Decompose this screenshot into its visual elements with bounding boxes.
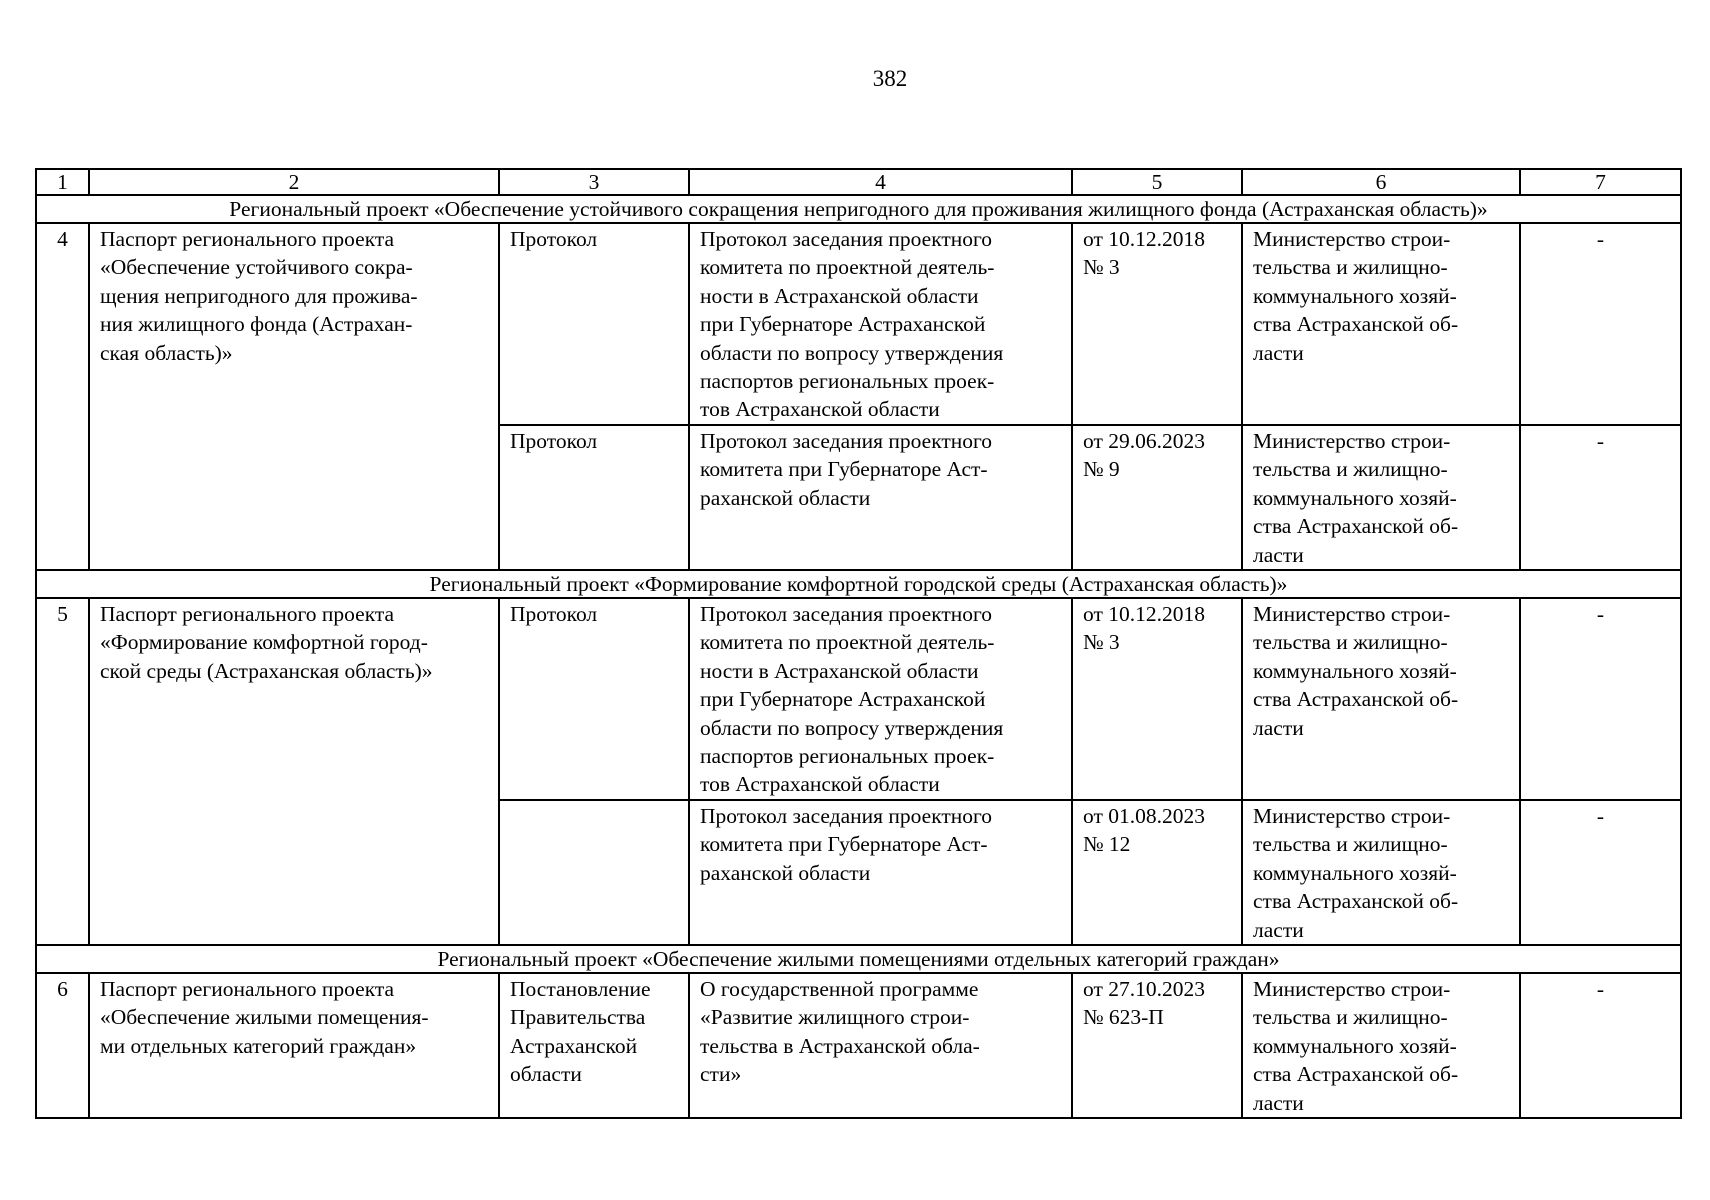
text-line: раханской области: [700, 860, 871, 885]
text-line: Министерство строи-: [1253, 429, 1451, 453]
text-line: комитета при Губернаторе Аст-: [700, 457, 988, 482]
row-number: 4: [36, 223, 89, 570]
text-line: тельства в Астраханской обла-: [700, 1033, 980, 1058]
text-line: коммунального хозяй-: [1253, 485, 1457, 510]
document-type: [499, 973, 689, 1118]
text-line: коммунального хозяй-: [1253, 1033, 1457, 1058]
row-number: 5: [36, 598, 89, 945]
text-line: Министерство строи-: [1253, 602, 1451, 627]
text-line: от 10.12.2018: [1083, 227, 1205, 251]
document-date-number: [1072, 425, 1242, 570]
passport-name: [89, 598, 499, 945]
text-line: «Развитие жилищного строи-: [700, 1005, 970, 1030]
text-line: ласти: [1253, 715, 1304, 740]
text-line: «Обеспечение жилыми помещения-: [100, 1005, 429, 1030]
column-header: 1: [36, 169, 89, 195]
text-line: тельства и жилищно-: [1253, 255, 1448, 280]
table-body: [36, 169, 1681, 1118]
text-line: Министерство строи-: [1253, 977, 1451, 1002]
text-line: № 12: [1083, 832, 1131, 857]
table-row: [36, 598, 1681, 800]
text-line: Протокол заседания проектного: [700, 804, 993, 829]
text-line: № 9: [1083, 457, 1120, 482]
document-title: [689, 598, 1072, 800]
text-line: Правительства: [510, 1005, 646, 1030]
text-line: от 29.06.2023: [1083, 429, 1205, 453]
document-date-number: [1072, 598, 1242, 800]
column-header: 3: [499, 169, 689, 195]
text-line: Протокол заседания проектного: [700, 227, 993, 251]
text-line: от 01.08.2023: [1083, 804, 1205, 829]
text-line: тов Астраханской области: [700, 397, 940, 422]
text-line: тов Астраханской области: [700, 772, 940, 797]
text-line: ства Астраханской об-: [1253, 889, 1459, 914]
note: -: [1520, 425, 1681, 570]
text-line: ской среды (Астраханская область)»: [100, 658, 433, 683]
text-line: ства Астраханской об-: [1253, 514, 1459, 539]
text-line: ласти: [1253, 917, 1304, 942]
column-header: 7: [1520, 169, 1681, 195]
document-type: [499, 223, 689, 425]
text-line: области по вопросу утверждения: [700, 340, 1004, 365]
text-line: паспортов региональных проек-: [700, 744, 995, 769]
text-line: ласти: [1253, 542, 1304, 567]
section-title: Региональный проект «Обеспечение устойчивого сокращения непригодного для проживания жилищного фонда (Астраханская область)»: [36, 195, 1681, 223]
section-title: Региональный проект «Обеспечение жилыми помещениями отдельных категорий граждан»: [36, 945, 1681, 973]
text-line: ласти: [1253, 340, 1304, 365]
note: -: [1520, 973, 1681, 1118]
text-line: коммунального хозяй-: [1253, 283, 1457, 308]
text-line: Протокол заседания проектного: [700, 602, 993, 627]
text-line: ности в Астраханской области: [700, 283, 979, 308]
text-line: № 3: [1083, 255, 1120, 280]
text-line: тельства и жилищно-: [1253, 832, 1448, 857]
text-line: тельства и жилищно-: [1253, 1005, 1448, 1030]
registry-table: [35, 168, 1682, 1119]
text-line: от 10.12.2018: [1083, 602, 1205, 627]
text-line: тельства и жилищно-: [1253, 630, 1448, 655]
passport-name: [89, 973, 499, 1118]
document-title: [689, 800, 1072, 945]
document-date-number: [1072, 223, 1242, 425]
text-line: комитета по проектной деятель-: [700, 630, 995, 655]
document-date-number: [1072, 973, 1242, 1118]
text-line: коммунального хозяй-: [1253, 860, 1457, 885]
column-header: 4: [689, 169, 1072, 195]
text-line: № 3: [1083, 630, 1120, 655]
text-line: Астраханской: [510, 1033, 638, 1058]
text-line: от 27.10.2023: [1083, 977, 1205, 1002]
text-line: коммунального хозяй-: [1253, 658, 1457, 683]
text-line: тельства и жилищно-: [1253, 457, 1448, 482]
note: -: [1520, 598, 1681, 800]
responsible-body: [1242, 598, 1520, 800]
column-header: 2: [89, 169, 499, 195]
row-number: 6: [36, 973, 89, 1118]
note: -: [1520, 223, 1681, 425]
text-line: области по вопросу утверждения: [700, 715, 1004, 740]
text-line: паспортов региональных проек-: [700, 369, 995, 394]
text-line: О государственной программе: [700, 977, 979, 1002]
text-line: при Губернаторе Астраханской: [700, 687, 986, 712]
text-line: раханской области: [700, 485, 871, 510]
text-line: Министерство строи-: [1253, 804, 1451, 829]
document-title: [689, 425, 1072, 570]
table-row: [36, 223, 1681, 425]
column-header: 6: [1242, 169, 1520, 195]
text-line: при Губернаторе Астраханской: [700, 312, 986, 337]
document-type: [499, 800, 689, 945]
text-line: комитета по проектной деятель-: [700, 255, 995, 280]
text-line: щения непригодного для прожива-: [100, 283, 418, 308]
document-type: [499, 425, 689, 570]
text-line: ми отдельных категорий граждан»: [100, 1033, 417, 1058]
text-line: комитета при Губернаторе Аст-: [700, 832, 988, 857]
passport-name: [89, 223, 499, 570]
document-title: [689, 973, 1072, 1118]
section-title: Региональный проект «Формирование комфортной городской среды (Астраханская область)»: [36, 570, 1681, 598]
note: -: [1520, 800, 1681, 945]
section-title-row: [36, 570, 1681, 598]
responsible-body: [1242, 425, 1520, 570]
text-line: «Обеспечение устойчивого сокра-: [100, 255, 413, 280]
text-line: ства Астраханской об-: [1253, 312, 1459, 337]
text-line: Паспорт регионального проекта: [100, 602, 395, 627]
text-line: № 623-П: [1083, 1005, 1164, 1030]
text-line: ства Астраханской об-: [1253, 687, 1459, 712]
document-title: [689, 223, 1072, 425]
document-type: [499, 598, 689, 800]
responsible-body: [1242, 223, 1520, 425]
text-line: Постановление: [510, 977, 651, 1002]
text-line: ности в Астраханской области: [700, 658, 979, 683]
text-line: ская область)»: [100, 340, 233, 365]
responsible-body: [1242, 973, 1520, 1118]
text-line: Протокол: [510, 602, 598, 627]
section-title-row: [36, 195, 1681, 223]
text-line: сти»: [700, 1062, 742, 1087]
text-line: Министерство строи-: [1253, 227, 1451, 251]
document-date-number: [1072, 800, 1242, 945]
section-title-row: [36, 945, 1681, 973]
page-number: 382: [872, 66, 908, 91]
column-header: 5: [1072, 169, 1242, 195]
text-line: ласти: [1253, 1090, 1304, 1115]
text-line: ния жилищного фонда (Астрахан-: [100, 312, 413, 337]
text-line: Паспорт регионального проекта: [100, 977, 395, 1002]
text-line: области: [510, 1062, 582, 1087]
text-line: «Формирование комфортной город-: [100, 630, 428, 655]
text-line: Протокол заседания проектного: [700, 429, 993, 453]
table-row: [36, 973, 1681, 1118]
text-line: Паспорт регионального проекта: [100, 227, 395, 251]
header-row: [36, 169, 1681, 195]
responsible-body: [1242, 800, 1520, 945]
text-line: Протокол: [510, 227, 598, 251]
text-line: Протокол: [510, 429, 598, 453]
text-line: ства Астраханской об-: [1253, 1062, 1459, 1087]
